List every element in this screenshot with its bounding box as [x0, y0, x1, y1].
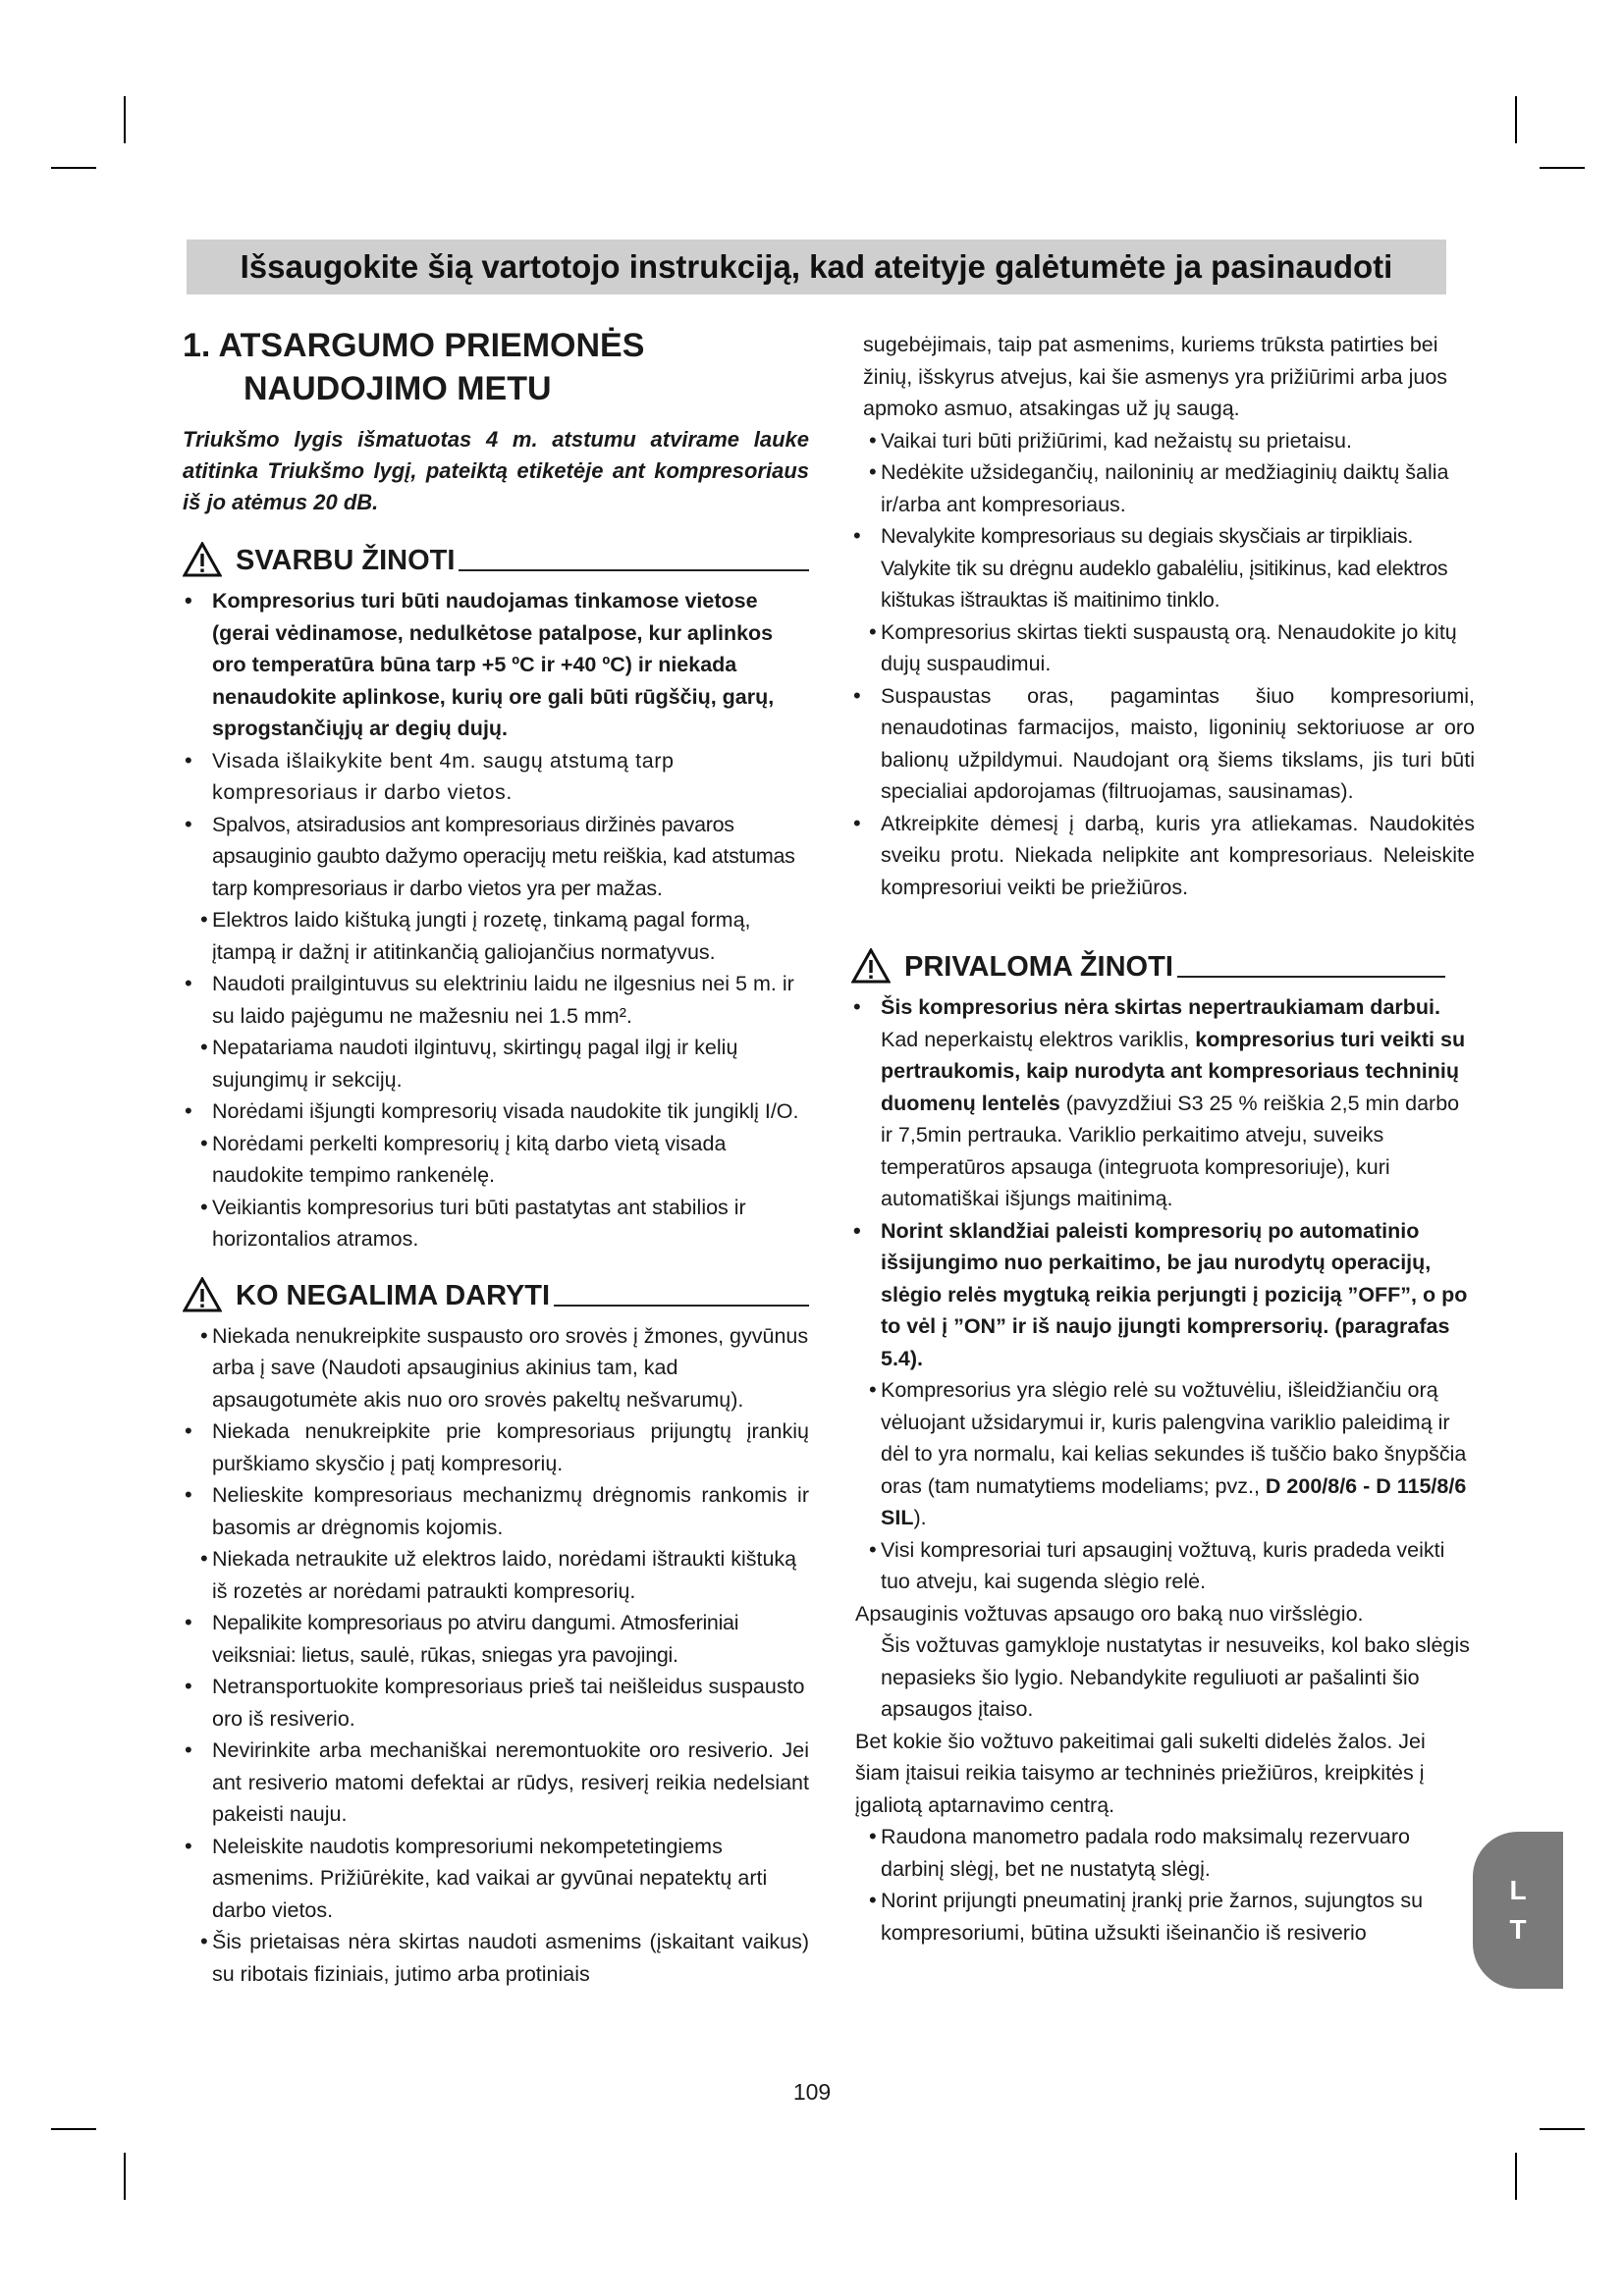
ko-negalima-item: • Nepalikite kompresoriaus po atviru dangumi. Atmosferiniai veiksniai: lietus, saulė, rūkas, sniegas yra pavojingi. [183, 1607, 809, 1671]
language-tab-letter: T [1509, 1914, 1527, 1945]
crop-mark [1540, 2128, 1585, 2130]
svarbu-item: • Norėdami perkelti kompresorių į kitą darbo vietą visada naudokite tempimo rankenėlę. [183, 1128, 809, 1192]
svarbu-heading-text: SVARBU ŽINOTI [236, 545, 456, 576]
ko-negalima-item: • Nevirinkite arba mechaniškai neremontuokite oro resiverio. Jei ant resiverio matomi defektai ar rūdys, resiverį reikia nedelsiant pakeisti nauju. [183, 1735, 809, 1831]
privaloma-item: • Norint sklandžiai paleisti kompresorių po automatinio išsijungimo nuo perkaitimo, be jau nurodytų operacijų, slėgio relės mygtuką reikia perjungti į poziciją ”OFF”, o po to vėl į ”ON” ir iš naujo įjungti komprersorių. (paragrafas 5.4). [851, 1215, 1475, 1375]
svarbu-item: • Spalvos, atsiradusios ant kompresoriaus diržinės pavaros apsauginio gaubto dažymo operacijų metu reiškia, kad atstumas tarp kompresoriaus ir darbo vietos yra per mažas. [183, 809, 809, 905]
noise-note: Triukšmo lygis išmatuotas 4 m. atstumu atvirame lauke atitinka Triukšmo lygį, pateiktą etiketėje ant kompresoriaus iš jo atėmus 20 dB. [183, 427, 809, 514]
privaloma-text: Apsauginis vožtuvas apsaugo oro baką nuo viršslėgio. [855, 1601, 1364, 1626]
text-span: Kompresorius yra slėgio relė su vožtuvėliu, išleidžiančiu orą vėluojant užsidarymui ir, kuris palengvina variklio paleidimą ir dėl to yra normalu, kai kelias sekundes iš tuščio bako šnypščia oras (tam numatytiems modeliams; pvz., [881, 1378, 1467, 1498]
continued-text: sugebėjimais, taip pat asmenims, kuriems trūksta patirties bei žinių, išskyrus atvejus, kai šie asmenys yra prižiūrimi arba juos apmoko asmuo, atsakingas už jų saugą. [863, 333, 1448, 420]
ko-negalima-item: • Niekada nenukreipkite prie kompresoriaus prijungtų įrankių purškiamo skysčio į patį kompresorių. [183, 1415, 809, 1479]
svarbu-item: • Norėdami išjungti kompresorių visada naudokite tik jungiklį I/O. [183, 1095, 809, 1128]
page-number: 109 [792, 2079, 832, 2105]
ko-negalima-heading [183, 1277, 809, 1312]
crop-mark [1515, 96, 1517, 143]
crop-mark [51, 167, 96, 169]
crop-mark [1540, 167, 1585, 169]
ko-negalima-item: • Niekada netraukite už elektros laido, norėdami ištraukti kištuką iš rozetės ar norėdami patraukti kompresorių. [183, 1543, 809, 1607]
ko-negalima-item: • Niekada nenukreipkite suspausto oro srovės į žmones, gyvūnus arba į save (Naudoti apsauginius akinius tam, kad apsaugotumėte akis nuo oro srovės pakeltų nešvarumų). [183, 1320, 809, 1416]
privaloma-item [851, 991, 1475, 1215]
privaloma-heading [851, 948, 1475, 984]
crop-mark [124, 96, 126, 143]
title-banner: Išsaugokite šią vartotojo instrukciją, kad ateityje galėtumėte ja pasinaudoti [187, 240, 1446, 294]
right-item: • Atkreipkite dėmesį į darbą, kuris yra atliekamas. Naudokitės sveiku protu. Niekada nelipkite ant kompresoriaus. Neleiskite kompresoriui veikti be priežiūros. [851, 808, 1475, 904]
crop-mark [124, 2153, 126, 2200]
privaloma-item: • Visi kompresoriai turi apsauginį vožtuvą, kuris pradeda veikti tuo atveju, kai sugenda slėgio relė. [851, 1534, 1475, 1598]
section-subtitle: NAUDOJIMO METU [244, 370, 552, 407]
ko-negalima-heading-text: KO NEGALIMA DARYTI [236, 1279, 551, 1311]
ko-negalima-item: • Nelieskite kompresoriaus mechanizmų drėgnomis rankomis ir basomis ar drėgnomis kojomis. [183, 1479, 809, 1543]
privaloma-text: Šis vožtuvas gamykloje nustatytas ir nesuveiks, kol bako slėgis nepasieks šio lygio. Nebandykite reguliuoti ar pašalinti šio apsaugos įtaiso. [881, 1633, 1470, 1721]
right-item: • Nedėkite užsidegančių, nailoninių ar medžiaginių daiktų šalia ir/arba ant kompresoriaus. [851, 456, 1475, 520]
privaloma-item [851, 1374, 1475, 1534]
crop-mark [1515, 2153, 1517, 2200]
privaloma-item: • Norint prijungti pneumatinį įrankį prie žarnos, sujungtos su kompresoriumi, būtina užsukti išeinančio iš resiverio [851, 1885, 1475, 1949]
section-title: 1. ATSARGUMO PRIEMONĖS [183, 327, 645, 364]
svarbu-item: • Visada išlaikykite bent 4m. saugų atstumą tarp kompresoriaus ir darbo vietos. [183, 745, 809, 809]
ko-negalima-item: • Netransportuokite kompresoriaus prieš tai neišleidus suspausto oro iš resiverio. [183, 1671, 809, 1735]
warning-icon [851, 948, 891, 984]
privaloma-heading-text: PRIVALOMA ŽINOTI [904, 951, 1173, 983]
privaloma-item: • Raudona manometro padala rodo maksimalų rezervuaro darbinį slėgį, bet ne nustatytą slėgį. [851, 1821, 1475, 1885]
text-span: ). [913, 1506, 927, 1529]
language-tab [1473, 1832, 1563, 1989]
svarbu-heading [183, 542, 809, 577]
right-item: • Suspaustas oras, pagamintas šiuo kompresoriumi, nenaudotinas farmacijos, maisto, ligoninių sektoriuose ar oro balionų užpildymui. Naudojant orą šiems tikslams, jis turi būti specialiai apdorojamas (filtruojamas, sausinamas). [851, 680, 1475, 808]
heading-rule [554, 1305, 809, 1307]
svarbu-item: • Veikiantis kompresorius turi būti pastatytas ant stabilios ir horizontalios atramos. [183, 1192, 809, 1255]
bold-span: D 200/8/6 - D 115/8/6 SIL [881, 1473, 1467, 1529]
crop-mark [51, 2128, 96, 2130]
text-span: (pavyzdžiui S3 25 % reiškia 2,5 min darbo ir 7,5min pertrauka. Variklio perkaitimo atveju, suveiks temperatūros apsauga (integruota kompresoriuje), kuri automatiškai išjungs maitinimą. [881, 1091, 1460, 1210]
ko-negalima-item: • Neleiskite naudotis kompresoriumi nekompetetingiems asmenims. Prižiūrėkite, kad vaikai ar gyvūnai nepatektų arti darbo vietos. [183, 1831, 809, 1927]
svarbu-item: • Naudoti prailgintuvus su elektriniu laidu ne ilgesnius nei 5 m. ir su laido pajėgumu ne mažesniu nei 1.5 mm². [183, 968, 809, 1032]
bold-span: Šis kompresorius nėra skirtas nepertraukiamam darbui. [881, 995, 1440, 1019]
right-column [851, 329, 1475, 1949]
warning-icon [183, 542, 222, 577]
heading-rule [459, 569, 809, 571]
svarbu-item: • Elektros laido kištuką jungti į rozetę, tinkamą pagal formą, įtampą ir dažnį ir atitinkančią galiojančius normatyvus. [183, 904, 809, 968]
ko-negalima-item: • Šis prietaisas nėra skirtas naudoti asmenims (įskaitant vaikus) su ribotais fiziniais, jutimo arba protiniais [183, 1926, 809, 1990]
svarbu-item: • Nepatariama naudoti ilgintuvų, skirtingų pagal ilgį ir kelių sujungimų ir sekcijų. [183, 1032, 809, 1095]
bold-span: kompresorius turi veikti su pertraukomis, kaip nurodyta ant kompresoriaus techninių duomenų lentelės [881, 1027, 1466, 1115]
heading-rule [1177, 976, 1445, 978]
svarbu-item: • Kompresorius turi būti naudojamas tinkamose vietose (gerai vėdinamose, nedulkėtose patalpose, kur aplinkos oro temperatūra būna tarp +5 ºC ir +40 ºC) ir niekada nenaudokite aplinkose, kurių ore gali būti rūgščių, garų, sprogstančiųjų ar degių dujų. [183, 585, 809, 745]
language-tab-letter: L [1509, 1875, 1527, 1905]
privaloma-text: Bet kokie šio vožtuvo pakeitimai gali sukelti didelės žalos. Jei šiam įtaisui reikia taisymo ar techninės priežiūros, kreipkitės į įgaliotą aptarnavimo centrą. [855, 1729, 1426, 1817]
right-item: • Vaikai turi būti prižiūrimi, kad nežaistų su prietaisu. [851, 425, 1475, 457]
warning-icon [183, 1277, 222, 1312]
text-span: Kad neperkaistų elektros variklis, [881, 1027, 1196, 1051]
right-item: • Nevalykite kompresoriaus su degiais skysčiais ar tirpikliais. Valykite tik su drėgnu audeklo gabalėliu, įsitikinus, kad elektros kištukas ištrauktas iš maitinimo tinklo. [851, 520, 1475, 616]
left-column [183, 324, 809, 1990]
right-item: • Kompresorius skirtas tiekti suspaustą orą. Nenaudokite jo kitų dujų suspaudimui. [851, 616, 1475, 680]
